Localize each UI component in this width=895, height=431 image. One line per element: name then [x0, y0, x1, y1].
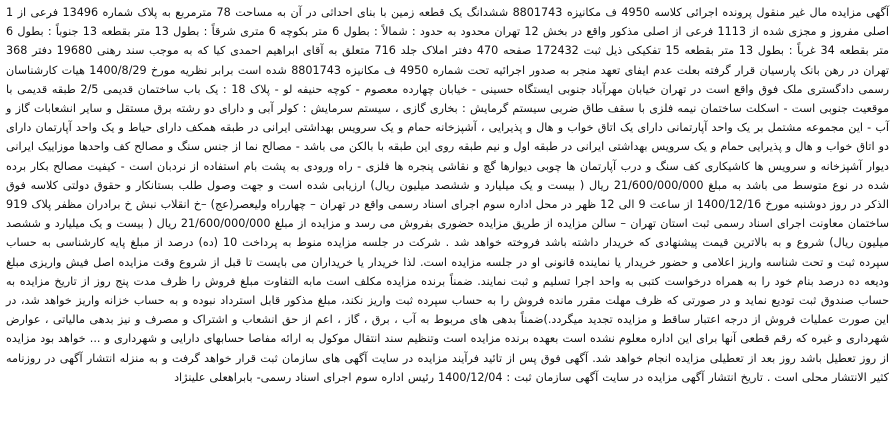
auction-notice-text: آگهی مزایده مال غیر منقول پرونده اجرائی کلاسه 4950 ف مکانیزه 8801743 ششدانگ یک قطعه زمین با بنای احداثی در آن به مساحت 78 مترمربع به پلاک شماره 13496 فرعی از 1 اصلی مفروز و مجزی شده از 1113 فرعی از اصلی مذکور واقع در بخش 12 تهران محدود به حدود : شمالاً : بطول 6 متر بکوچه 6 متری شرقاً : بطول 13 متر بقطعه 13 جنوباً : بطول 6 متر بقطعه 34 غرباً : بطول 13 متر بقطعه 15 تفکیکی ذیل ثبت 172432 صفحه 470 دفتر املاک جلد 716 متعلق به آقای ابراهیم احمدی کیا که به موجب سند رهنی 19680 دفتر 368 تهران در رهن بانک پارسیان قرار گرفته بعلت عدم ایفای تعهد منجر به صدور اجرائیه تحت شماره 4950 ف مکانیزه 8801743 شده است برابر نظریه مورخ 1400/8/29 هیات کارشناسان رسمی دادگستری ملک فوق واقع است در تهران خیابان مهرآباد جنوبی ایستگاه حسینی - خیابان چهارده معصوم - کوچه حنیفه لو - پلاک 18 : یک باب ساختمان قدیمی 2/5 طبقه قدیمی با موقعیت جنوبی است - اسکلت ساختمان نیمه فلزی با سقف طاق ضربی سیستم گرمایش : بخاری گازی ، سیستم سرمایش : کولر آبی و دارای دو رشته برق مستقل و سایر انشعابات گاز و آب - این مجموعه مشتمل بر یک واحد آپارتمانی دارای یک اتاق خواب و هال و پذیرایی ، آشپزخانه حمام و یک سرویس بهداشتی ایرانی در طبقه همکف دارای حیاط و یک واحد آپارتمان دارای دو اتاق خواب و هال و پذیرایی حمام و یک سرویس بهداشتی ایرانی در طبقه اول و نیم طبقه روی این طبقه با بالکن می باشد - مصالح نما از جنس سنگ و مصالح کف واحدها موزاییک ایرانی دیوار آشپزخانه و سرویس ها کاشیکاری کف سنگ و درب آپارتمان ها چوبی دیوارها گچ و نقاشی پنجره ها فلزی - راه ورودی به پشت بام استفاده از نردبان است - کیفیت مصالح بکار برده شده در نوع متوسط می باشد به مبلغ 21/600/000/000 ریال ( بیست و یک میلیارد و ششصد میلیون ریال) ارزیابی شده است و جهت وصول طلب بستانکار و حقوق دولتی کلاسه فوق الذکر در روز دوشنبه مورخ 1400/12/16 از ساعت 9 الی 12 ظهر در محل اداره سوم اجرای اسناد رسمی واقع در تهران – چهارراه ولیعصر(عج) –خ انقلاب نبش خ برادران مظفر پلاک 919 ساختمان معاونت اجرای اسناد رسمی ثبت استان تهران – سالن مزایده از طریق مزایده حضوری بفروش می رسد و مزایده از مبلغ 21/600/000/000 ریال ( بیست و یک میلیارد و ششصد میلیون ریال) شروع و به بالاترین قیمت پیشنهادی که خریدار داشته باشد فروخته خواهد شد . شرکت در جلسه مزایده منوط به پرداخت 10 (ده) درصد از مبلغ پایه کارشناسی به حساب سپرده ثبت و تحت شناسه واریز اعلامی و حضور خریدار یا نماینده قانونی او در جلسه مزایده است. لذا خریدار یا خریداران می بایست تا قبل از شروع وقت مزایده اصل فیش واریزی مبلغ ودیعه ده درصد بنام خود را به همراه درخواست کتبی به واحد اجرا تسلیم و ثبت نمایند. ضمناً برنده مزایده مکلف است مابه التفاوت مبلغ فروش را ظرف مدت پنج روز از تاریخ مزایده به حساب صندوق ثبت تودیع نماید و در صورتی که ظرف مهلت مقرر مانده فروش را به حساب سپرده ثبت واریز نکند، مبلغ مذکور قابل استرداد نبوده و به حساب خزانه واریز خواهد شد، در این صورت عملیات فروش از درجه اعتبار ساقط و مزایده تجدید میگردد.)ضمناً بدهی های مربوط به آب ، برق ، گاز ، اعم از حق انشعاب و اشتراک و مصرف و نیز بدهی مالیاتی ، عوارض شهرداری و غیره که رقم قطعی آنها برای این اداره معلوم نشده است بعهده برنده مزایده است وتنظیم سند انتقال موکول به ارائه مفاصا حسابهای دارایی و شهرداری و ... خواهد بود مزایده از روز تعطیل باشد روز بعد از تعطیلی مزایده انجام خواهد شد. آگهی فوق پس از تائید فرآیند مزایده در سایت آگهی های سازمان ثبت قرار خواهد گرفت و به منزله انتشار آگهی در روزنامه کثیر الانتشار محلی است . تاریخ انتشار آگهی مزایده در سایت آگهی سازمان ثبت : 1400/12/04 رئیس اداره سوم اجرای اسناد رسمی- بابراهعلی علینژاد [6, 6, 890, 384]
